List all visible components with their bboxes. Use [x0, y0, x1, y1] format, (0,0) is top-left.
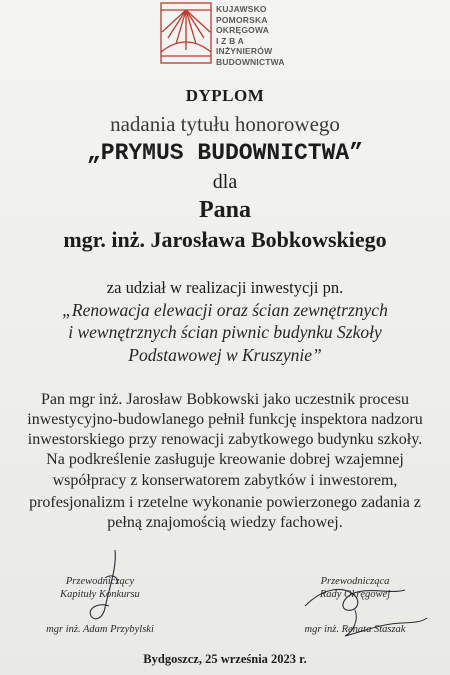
document-title: DYPLOM: [185, 86, 265, 105]
bridge-logo-icon: [160, 2, 212, 64]
chamber-logo: [160, 2, 285, 70]
signature-block-left: [25, 576, 175, 640]
body-line: inwestorskiego przy renowacji zabytkowego budynku szkoły.: [27, 431, 423, 448]
project-intro: za udział w realizacji inwestycji pn.: [106, 278, 344, 297]
logo-text: [216, 4, 285, 68]
signatory-role: Przewodnicząca: [320, 576, 390, 587]
place-date: Bydgoszcz, 25 września 2023 r.: [143, 652, 307, 666]
signatory-name: mgr inż. Adam Przybylski: [46, 624, 154, 635]
recipient-name: mgr. inż. Jarosława Bobkowskiego: [63, 227, 387, 252]
body-line: Pan mgr inż. Jarosław Bobkowski jako uczestnik procesu: [41, 391, 409, 408]
salutation: Pana: [198, 197, 251, 223]
logo-line: KUJAWSKO: [216, 4, 267, 14]
handwritten-signature-left: [65, 548, 145, 628]
body-line: Na podkreślenie zasługuje kreowanie dobrej wzajemnej: [46, 451, 404, 468]
project-title-line: „Renowacja elewacji oraz ścian zewnętrznych: [62, 300, 388, 320]
award-name: „PRYMUS BUDOWNICTWA”: [86, 140, 364, 166]
logo-line: POMORSKA: [216, 14, 268, 25]
logo-line: BUDOWNICTWA: [216, 56, 285, 67]
body-line: współpracy z konserwatorem zabytków i inwestorem,: [52, 472, 398, 489]
body-line: profesjonalizm i rzetelne wykonanie powierzonego zadania z: [29, 494, 421, 511]
for-label: dla: [212, 171, 238, 193]
body-line: inwestycyjno-budowlanego pełnił funkcję inspektora nadzoru: [27, 411, 423, 428]
signatory-role-detail: Kapituły Konkursu: [60, 589, 140, 600]
project-title-line: Podstawowej w Kruszynie”: [128, 345, 322, 365]
logo-line: INŻYNIERÓW: [216, 46, 273, 57]
signatory-name: mgr inż. Renata Staszak: [304, 624, 406, 635]
logo-line: OKRĘGOWA: [216, 25, 270, 36]
project-title-line: i wewnętrznych ścian piwnic budynku Szkoły: [68, 322, 382, 342]
signature-block-right: [280, 576, 430, 640]
document-subtitle: nadania tytułu honorowego: [110, 112, 340, 136]
logo-line: I Z B A: [216, 35, 244, 46]
body-line: pełną znajomością wiedzy fachowej.: [107, 514, 343, 531]
signatory-role: Przewodniczący: [65, 576, 135, 587]
signatory-role-detail: Rady Okręgowej: [319, 589, 391, 600]
